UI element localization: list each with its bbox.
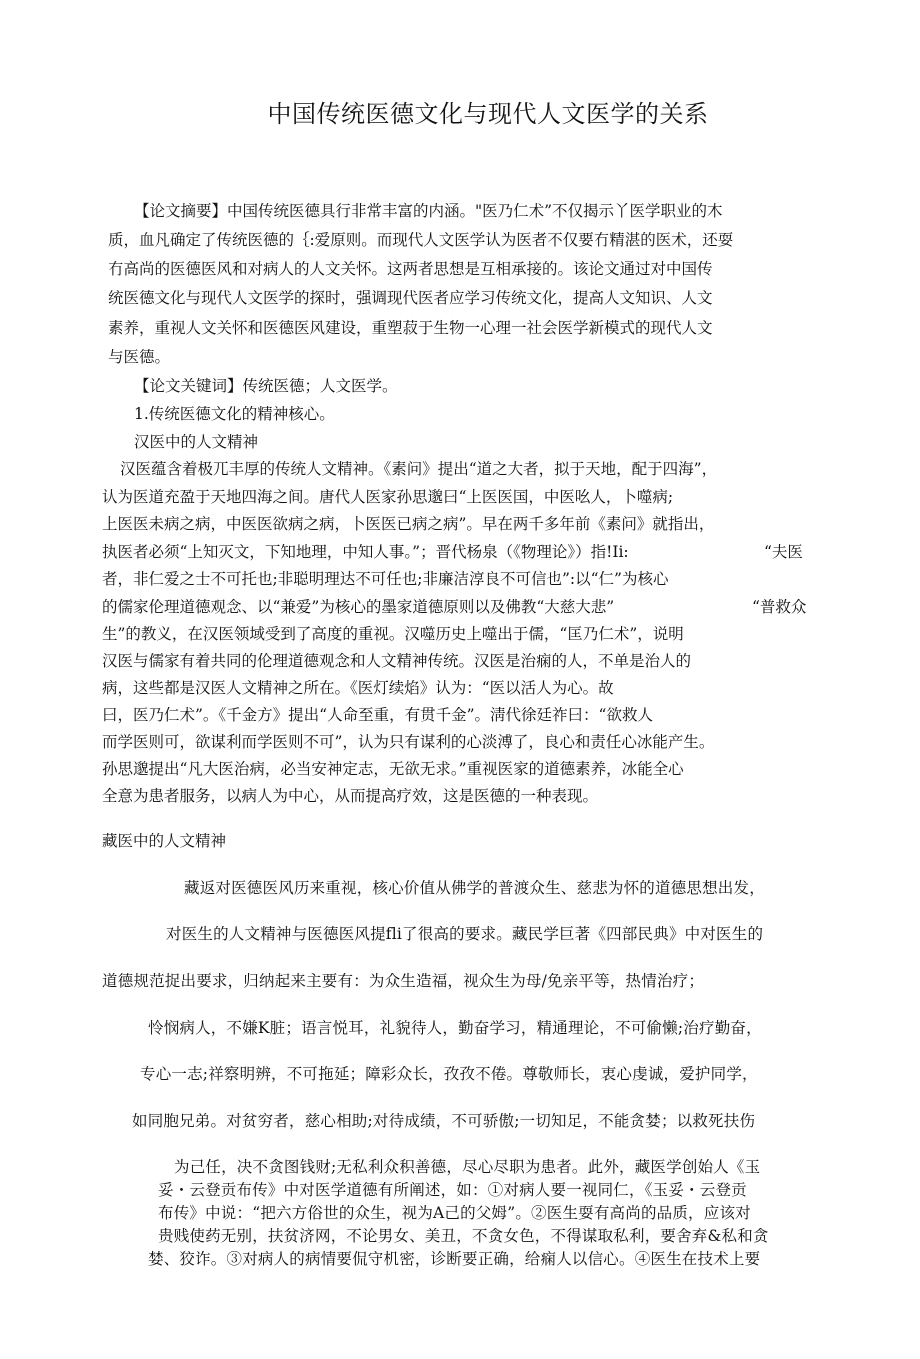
text-line: 为己任，决不贪图钱财;无私利众积善德，尽心尽职为患者。此外，藏医学创始人《玉 bbox=[174, 1158, 761, 1176]
text-line: 对医生的人文精神与医德医风提fli了很高的要求。藏民学巨著《四部民典》中对医生的 bbox=[166, 925, 764, 943]
text-line: 1.传统医德文化的精神核心。 bbox=[134, 405, 335, 423]
text-line: 如同胞兄弟。对贫穷者，慈心相助;对待成绩，不可骄傲;一切知足，不能贪婪；以救死扶伤 bbox=[132, 1112, 756, 1130]
section-heading: 藏医中的人文精神 bbox=[102, 832, 227, 850]
text-line: 全意为患者服务，以病人为中心，从而提高疗效，这是医德的一种表现。 bbox=[102, 787, 599, 805]
text-line: 藏返对医德医风历来重视，核心价值从佛学的普渡众生、慈悲为怀的道德思想出发， bbox=[184, 879, 765, 897]
text-line: 的儒家伦理道德观念、以“兼爱”为核心的墨家道德原则以及佛教“大慈大悲” bbox=[102, 598, 615, 616]
text-line: 者，非仁爱之士不可托也;非聪明理达不可任也;非廉洁淳良不可信也”:以“仁”为核心 bbox=[102, 570, 669, 588]
text-line: 病，这些都是汉医人文精神之所在。《医灯续焰》认为：“医以活人为心。故 bbox=[102, 679, 614, 697]
text-line: 怜悯病人，不嫌K脏；语言悦耳，礼貌待人，勤奋学习，精通理论，不可偷懒;治疗勤奋， bbox=[148, 1019, 762, 1037]
text-line: 执医者必须“上知灭文，下知地理，中知人事。”；晋代杨泉（《物理论》）指!Ii: bbox=[102, 543, 629, 561]
text-line: 质，血凡确定了传统医德的｛:爱原则。而现代人文医学认为医者不仅要冇精湛的医术，还耍 bbox=[108, 231, 734, 249]
text-line: 【论文摘要】中国传统医德具行非常丰富的内涵。"医乃仁术”不仅揭示丫医学职业的木 bbox=[134, 202, 723, 220]
text-line: “夫医 bbox=[764, 543, 803, 561]
text-line: 冇高尚的医德医风和对病人的人文关怀。这两者思想是互相承接的。该论文通过对中国传 bbox=[108, 260, 713, 278]
text-line: 而学医则可，欲谋利而学医则不可”，认为只有谋利的心淡溥了，良心和责任心冰能产生。 bbox=[102, 733, 715, 751]
text-line: 统医德文化与现代人文医学的探时，强调现代医者应学习传统文化，提高人文知识、人文 bbox=[108, 289, 713, 307]
text-line: 曰，医乃仁术”。《千金方》提出“人命至重，有贯千金”。淸代徐廷祚曰：“欲救人 bbox=[102, 706, 653, 724]
text-line: 汉医与儒家有着共同的伦理道德观念和人文精神传统。汉医是治痫的人，不单是治人的 bbox=[102, 652, 692, 670]
text-line: 道德规范捉出要求，归纳起来主要有：为众生造福，视众生为母/免亲平等，热情治疗； bbox=[102, 972, 705, 990]
text-line: 上医医未病之病，中医医欲病之病，卜医医已病之病”。早在两千多年前《素问》就指出， bbox=[102, 515, 715, 533]
section-heading: 汉医中的人文精神 bbox=[134, 433, 259, 451]
text-line: 孙思邈提出“凡大医治病，必当安神定志，无欲无求。”重视医家的道德素养，冰能全心 bbox=[102, 760, 684, 778]
text-line: 生”的教义，在汉医领域受到了高度的重视。汉噬历史上噬出于儒，“匡乃仁术”，说明 bbox=[102, 625, 684, 643]
text-line: 与医德。 bbox=[108, 348, 171, 366]
text-line: 贵贱使药无别，扶贫济网，不论男女、美丑，不贪女色，不得谋取私利，要舍弃&私和贪 bbox=[158, 1227, 769, 1245]
text-line: “普救众 bbox=[752, 598, 807, 616]
text-line: 妥・云登贡布传》中对医学道德有所阐述，如：①对病人要一视同仁，《玉妥・云登贡 bbox=[158, 1181, 747, 1199]
text-line: 【论文关键词】传统医德；人文医学。 bbox=[134, 377, 398, 395]
text-line: 专心一志;祥察明辨，不可拖延；障彩众长，孜孜不倦。尊敬师长，衷心虔诚，爱护同学， bbox=[140, 1065, 758, 1083]
text-line: 婪、狡诈。③对病人的病情要侃守机密，诊断要正确，给痫人以信心。④医生在技术上要 bbox=[148, 1250, 761, 1268]
document-title: 中国传统医德文化与现代人文医学的关系 bbox=[267, 100, 709, 128]
text-line: 汉医蕴含着极兀丰厚的传统人文精神。《素问》提出“道之大者，拟于天地，配于四海”， bbox=[120, 460, 718, 478]
text-line: 认为医道充盈于天地四海之间。唐代人医家孙思邈曰“上医医国，中医吆人，卜噬病; bbox=[102, 488, 674, 506]
text-line: 布传》中说：“把六方俗世的众生，视为A己的父姆”。②医生耍有高尚的品质，应该对 bbox=[158, 1204, 751, 1222]
text-line: 素养，重视人文关怀和医德医风建设，重塑菽于生物一心理一社会医学新模式的现代人文 bbox=[108, 319, 713, 337]
